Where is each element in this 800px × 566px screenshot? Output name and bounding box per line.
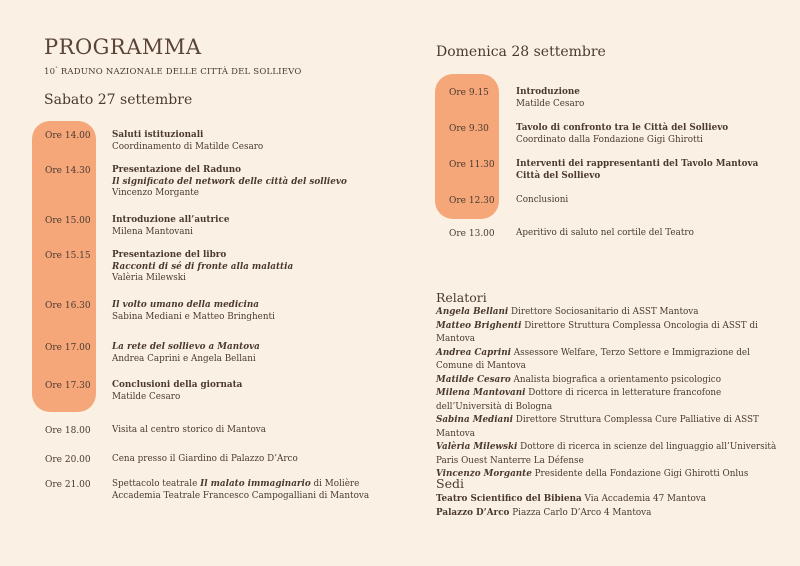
sunday-heading: Domenica 28 settembre bbox=[436, 44, 606, 60]
relatore-name: Andrea Caprini bbox=[436, 347, 511, 358]
sunday-time: Ore 11.30 bbox=[449, 160, 495, 170]
relatore-item bbox=[436, 387, 786, 414]
relatore-role: Direttore Sociosanitario di ASST Mantova bbox=[508, 307, 699, 317]
saturday-heading: Sabato 27 settembre bbox=[44, 92, 193, 108]
saturday-event bbox=[112, 380, 412, 403]
relatore-role: Dottore di ricerca in letterature francofone dell’Università di Bologna bbox=[436, 388, 722, 412]
relatore-item bbox=[436, 347, 786, 374]
page-title: PROGRAMMA bbox=[44, 35, 202, 59]
sunday-event bbox=[516, 195, 800, 207]
relatore-role: Direttore Struttura Complessa Oncologia di ASST di Mantova bbox=[436, 320, 758, 344]
subtitle-number: 10 bbox=[44, 66, 56, 77]
sunday-event-line: Tavolo di confronto tra le Città del Sollievo bbox=[516, 123, 729, 133]
saturday-time: Ore 16.30 bbox=[45, 301, 91, 311]
saturday-event-line: Visita al centro storico di Mantova bbox=[112, 425, 266, 435]
saturday-event-line: Spettacolo teatrale Il malato immaginario di Molière bbox=[112, 479, 360, 489]
sede-item bbox=[436, 492, 786, 506]
saturday-event-line: Introduzione all’autrice bbox=[112, 215, 230, 225]
saturday-event-line: Valèria Milewski bbox=[112, 273, 186, 283]
sunday-event-line: Conclusioni bbox=[516, 195, 569, 205]
saturday-event-line: Saluti istituzionali bbox=[112, 130, 204, 140]
relatore-name: Matilde Cesaro bbox=[436, 374, 511, 385]
saturday-event-line: Sabina Mediani e Matteo Bringhenti bbox=[112, 311, 275, 322]
saturday-event-line: Cena presso il Giardino di Palazzo D’Arco bbox=[112, 454, 298, 464]
saturday-event bbox=[112, 425, 412, 437]
sunday-time: Ore 13.00 bbox=[449, 229, 495, 239]
relatore-role: Assessore Welfare, Terzo Settore e Immigrazione del Comune di Mantova bbox=[436, 347, 750, 371]
sunday-event bbox=[516, 159, 800, 182]
saturday-event-line: Coordinamento di Matilde Cesaro bbox=[112, 141, 264, 152]
saturday-time: Ore 17.00 bbox=[45, 343, 91, 353]
sunday-event-line: Introduzione bbox=[516, 87, 580, 97]
saturday-event bbox=[112, 250, 412, 285]
relatore-item bbox=[436, 468, 786, 482]
saturday-time: Ore 17.30 bbox=[45, 381, 91, 391]
saturday-event bbox=[112, 479, 412, 502]
saturday-event-line: Il volto umano della medicina bbox=[112, 300, 259, 310]
sede-address: Piazza Carlo D’Arco 4 Mantova bbox=[509, 508, 652, 518]
saturday-time: Ore 15.00 bbox=[45, 216, 91, 226]
saturday-event bbox=[112, 130, 412, 153]
saturday-event-line: Matilde Cesaro bbox=[112, 391, 181, 402]
sunday-event-line: Coordinato dalla Fondazione Gigi Ghirotti bbox=[516, 134, 703, 145]
sunday-time: Ore 12.30 bbox=[449, 196, 495, 206]
saturday-event-line: Presentazione del libro bbox=[112, 250, 227, 260]
saturday-event-line: Presentazione del Raduno bbox=[112, 165, 241, 175]
relatore-name: Angela Bellani bbox=[436, 307, 509, 317]
saturday-event-line: Accademia Teatrale Francesco Campogalliani di Mantova bbox=[112, 490, 370, 501]
relatore-name: Milena Mantovani bbox=[436, 388, 526, 398]
relatore-name: Vincenzo Morgante bbox=[436, 469, 532, 479]
saturday-event-line: La rete del sollievo a Mantova bbox=[112, 342, 260, 352]
relatore-item bbox=[436, 320, 786, 347]
relatore-role: Presidente della Fondazione Gigi Ghirotti Onlus bbox=[531, 469, 749, 479]
sunday-event-line: Città del Sollievo bbox=[516, 170, 601, 181]
saturday-event-line: Racconti di sé di fronte alla malattia bbox=[112, 261, 294, 272]
saturday-event-line: Milena Mantovani bbox=[112, 226, 193, 237]
relatore-role: Direttore Struttura Complessa Cure Palliative di ASST Mantova bbox=[436, 415, 759, 439]
sunday-event-line: Matilde Cesaro bbox=[516, 98, 585, 109]
relatori-list bbox=[436, 306, 786, 482]
relatore-item bbox=[436, 441, 786, 468]
saturday-time: Ore 18.00 bbox=[45, 426, 91, 436]
relatore-item bbox=[436, 306, 786, 320]
sede-name: Teatro Scientifico del Bibiena bbox=[436, 494, 582, 504]
sede-item bbox=[436, 506, 786, 520]
saturday-event bbox=[112, 165, 412, 200]
sunday-event-line: Interventi dei rappresentanti del Tavolo Mantova bbox=[516, 159, 759, 169]
relatore-name: Valèria Milewski bbox=[436, 442, 518, 452]
saturday-event-line: Vincenzo Morgante bbox=[112, 188, 199, 198]
sunday-event bbox=[516, 123, 800, 146]
saturday-time: Ore 14.30 bbox=[45, 166, 91, 176]
saturday-event bbox=[112, 300, 412, 323]
relatore-item bbox=[436, 374, 786, 388]
saturday-event-line: Conclusioni della giornata bbox=[112, 380, 243, 390]
saturday-event-line: Il significato del network delle città del sollievo bbox=[112, 176, 347, 187]
sedi-list bbox=[436, 492, 786, 520]
relatori-heading: Relatori bbox=[436, 290, 487, 305]
subtitle-degree: ° bbox=[55, 66, 58, 72]
relatore-name: Matteo Brighenti bbox=[436, 320, 522, 331]
sede-address: Via Accademia 47 Mantova bbox=[581, 494, 707, 504]
subtitle-text: RADUNO NAZIONALE DELLE CITTÀ DEL SOLLIEVO bbox=[57, 66, 302, 77]
saturday-event bbox=[112, 342, 412, 365]
saturday-time: Ore 21.00 bbox=[45, 480, 91, 490]
saturday-event-line: Andrea Caprini e Angela Bellani bbox=[112, 353, 256, 364]
saturday-time: Ore 15.15 bbox=[45, 251, 91, 261]
relatore-role: Analista biografica a orientamento psicologico bbox=[510, 374, 721, 385]
relatore-name: Sabina Mediani bbox=[436, 415, 513, 425]
saturday-time: Ore 14.00 bbox=[45, 131, 91, 141]
saturday-event bbox=[112, 454, 412, 466]
relatore-role: Dottore di ricerca in scienze del linguaggio all’Università Paris Ouest Nanterre La Défense bbox=[436, 442, 777, 466]
sede-name: Palazzo D’Arco bbox=[436, 508, 510, 518]
page-subtitle bbox=[44, 66, 302, 77]
sunday-time: Ore 9.15 bbox=[449, 88, 489, 98]
relatore-item bbox=[436, 414, 786, 441]
sunday-time: Ore 9.30 bbox=[449, 124, 489, 134]
sunday-event bbox=[516, 228, 800, 240]
sedi-heading: Sedi bbox=[436, 476, 464, 491]
saturday-event bbox=[112, 215, 412, 238]
saturday-time: Ore 20.00 bbox=[45, 455, 91, 465]
sunday-event bbox=[516, 87, 800, 110]
sunday-event-line: Aperitivo di saluto nel cortile del Teatro bbox=[516, 228, 694, 238]
saturday-time-band bbox=[32, 121, 96, 412]
